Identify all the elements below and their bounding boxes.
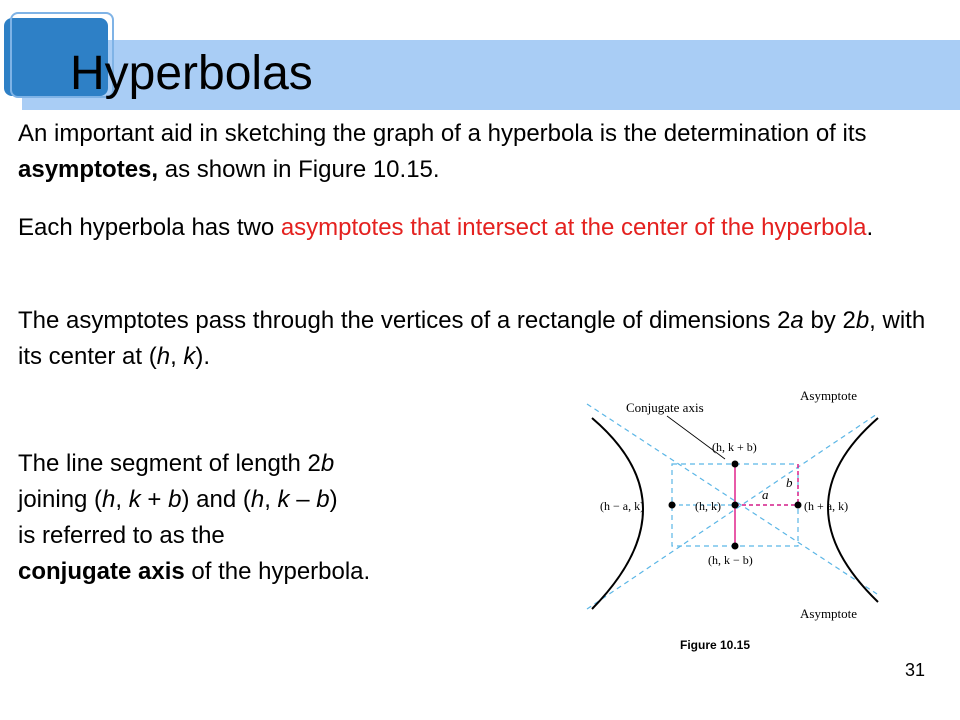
point-center <box>732 502 739 509</box>
var-b: b <box>168 486 182 513</box>
hyperbola-figure <box>582 384 882 628</box>
label-asymptote-bottom: Asymptote <box>800 606 858 621</box>
p3-comma: , <box>170 343 184 370</box>
paragraph-asymptotes-aid <box>18 116 948 188</box>
p1-bold-asymptotes: asymptotes, <box>18 156 159 183</box>
var-k: k <box>183 343 196 370</box>
label-center-point: (h, k) <box>695 499 721 513</box>
p4-line-1 <box>18 446 518 482</box>
paragraph-two-asymptotes <box>18 210 953 246</box>
label-bottom-point: (h, k − b) <box>708 553 753 567</box>
point-right-vertex <box>795 502 802 509</box>
label-asymptote-top: Asymptote <box>800 388 858 403</box>
p1-text-end: as shown in Figure 10.15. <box>158 156 440 183</box>
var-h: h <box>102 486 116 513</box>
p4-line-4 <box>18 554 518 590</box>
point-left-vertex <box>669 502 676 509</box>
p2-highlight: asymptotes that intersect at the center of the hyperbola <box>280 214 867 241</box>
p4-l2-text: , <box>264 486 278 513</box>
var-k: k <box>128 486 141 513</box>
label-right-vertex: (h + a, k) <box>804 499 849 513</box>
var-a: a <box>790 307 804 334</box>
point-top <box>732 461 739 468</box>
var-h: h <box>156 343 171 370</box>
label-conjugate-axis: Conjugate axis <box>626 400 704 415</box>
label-b: b <box>786 475 793 490</box>
p3-text-by: by 2 <box>803 307 856 334</box>
var-h: h <box>250 486 265 513</box>
p3-text-end: ). <box>195 343 211 370</box>
label-top-point: (h, k + b) <box>712 440 757 454</box>
paragraph-conjugate-axis <box>18 446 518 590</box>
p4-l2-text: – <box>289 486 317 513</box>
p2-period: . <box>866 214 874 241</box>
p4-l2-text: , <box>115 486 129 513</box>
var-b: b <box>320 450 335 477</box>
hyperbola-left-branch <box>592 418 643 609</box>
p3-text: The asymptotes pass through the vertices of a rectangle of dimensions 2 <box>18 307 791 334</box>
var-k: k <box>277 486 290 513</box>
p4-bold-conjugate-axis: conjugate axis <box>18 558 185 585</box>
figure-caption: Figure 10.15 <box>680 638 751 652</box>
point-bottom <box>732 543 739 550</box>
p4-line-3: is referred to as the <box>18 522 225 549</box>
p4-l1-text: The line segment of length 2 <box>18 450 321 477</box>
p4-l4-text: of the hyperbola. <box>184 558 371 585</box>
p2-text: Each hyperbola has two <box>18 214 281 241</box>
p4-l2-text: + <box>140 486 169 513</box>
slide-title: Hyperbolas <box>70 47 313 100</box>
page-number: 31 <box>905 660 926 680</box>
label-a: a <box>762 487 769 502</box>
p3-text-center: , with its center at ( <box>18 307 926 370</box>
p4-l2-text: ) <box>329 486 338 513</box>
p4-l2-text: joining ( <box>18 486 103 513</box>
paragraph-rectangle <box>18 303 948 375</box>
var-b: b <box>316 486 330 513</box>
p4-l2-text: ) and ( <box>181 486 251 513</box>
label-left-vertex: (h − a, k) <box>600 499 645 513</box>
p1-text: An important aid in sketching the graph of a hyperbola is the determination of its <box>18 120 867 147</box>
var-b: b <box>855 307 870 334</box>
p4-line-2 <box>18 482 518 518</box>
